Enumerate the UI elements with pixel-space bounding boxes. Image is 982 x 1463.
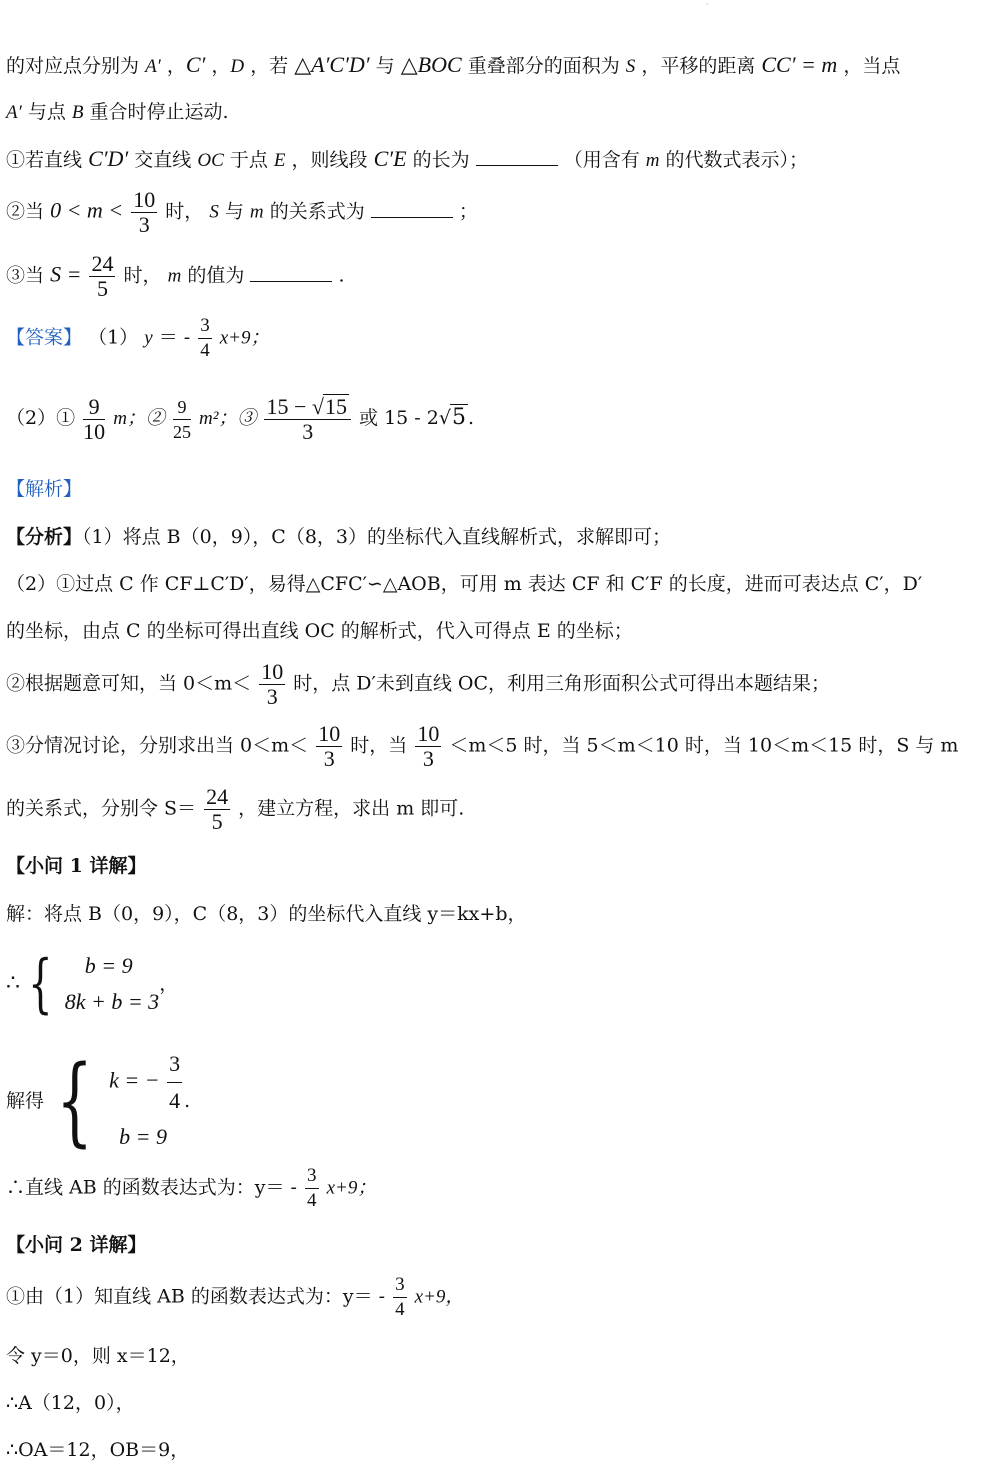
answer-tag: 【答案】: [6, 326, 83, 349]
distance-cc: CC′ = m: [761, 52, 838, 77]
answer-blank-3: [250, 263, 332, 282]
text: 与: [375, 55, 395, 77]
triangle-a-c-d: △A′C′D′: [294, 52, 370, 77]
fraction: $\frac{24}{5}$: [206, 784, 229, 834]
fraction: $\frac{9}{25}$: [172, 396, 191, 442]
var-s: S: [625, 56, 636, 77]
analysis-line-4: ②根据题意可知，当 0＜m＜ $\frac{10}{3}$ 时，点 D′未到直线 OC，利用三角形面积公式可得出本题结果；: [6, 659, 830, 709]
fraction: $\frac{3}{4}$: [307, 1165, 317, 1211]
sub1-line-1: 解：将点 B（0，9），C（8，3）的坐标代入直线 y＝kx+b，: [6, 903, 527, 925]
problem-line-2: [6, 99, 229, 126]
fraction: $\frac{15 - √15}{3}$: [264, 394, 351, 444]
analysis-line-6: 的关系式，分别令 S＝ $\frac{24}{5}$ ，建立方程，求出 m 即可.: [6, 784, 465, 834]
sub1-system-2: 解得 { k = − $\frac{3}{4}$ b = 9 .: [6, 1044, 191, 1157]
analysis-line-3: 的坐标，由点 C 的坐标可得出直线 OC 的解析式，代入可得点 E 的坐标；: [6, 620, 633, 642]
answer-blank-2: [371, 199, 453, 218]
sub2-tag: 【小问 2 详解】: [6, 1234, 147, 1256]
analysis-line-1: 【分析】（1）将点 B（0，9），C（8，3）的坐标代入直线解析式，求解即可；: [6, 526, 671, 548]
sub1-conclusion: ∴直线 AB 的函数表达式为：y＝ - $\frac{3}{4}$ x+9；: [6, 1165, 377, 1211]
question-3: ③当 S = $\frac{24}{5}$ 时， m 的值为 .: [6, 251, 345, 301]
point-c-prime: C′: [185, 52, 206, 77]
sub2-line-1: ①由（1）知直线 AB 的函数表达式为：y＝ - $\frac{3}{4}$ x+9，: [6, 1274, 465, 1320]
fraction: $\frac{24}{5}$: [91, 251, 114, 301]
answer-line-1: 【答案】 （1） y ＝ - $\frac{3}{4}$ x+9；: [6, 315, 270, 361]
triangle-boc: △BOC: [400, 52, 462, 77]
brace-icon: {: [56, 1044, 93, 1157]
analysis-line-2: （2）①过点 C 作 CF⊥C′D′，易得△CFC′∽△AOB，可用 m 表达 CF 和 C′F 的长度，进而可表达点 C′，D′: [6, 573, 923, 595]
sub1-system-1: ∴ { b = 9 8k + b = 3 ，: [6, 947, 179, 1021]
fraction: $\frac{9}{10}$: [83, 393, 106, 444]
text: 重合时停止运动.: [89, 101, 229, 123]
sub2-line-3: ∴A（12，0），: [6, 1392, 135, 1414]
analysis-line-5: ③分情况讨论，分别求出当 0＜m＜ $\frac{10}{3}$ 时，当 $\frac{10}{3}$ ＜m＜5 时，当 5＜m＜10 时，当 10＜m＜15 时，S 与 m: [6, 721, 959, 771]
sub2-line-2: 令 y＝0，则 x＝12，: [6, 1345, 190, 1367]
brace-icon: {: [28, 947, 53, 1021]
text: ，若: [250, 55, 289, 77]
text: 与点: [27, 101, 66, 123]
analysis-tag: 【解析】: [6, 478, 83, 500]
question-2: ②当 0 < m < $\frac{10}{3}$ 时， S 与 m 的关系式为 ；: [6, 187, 478, 237]
fraction: $\frac{3}{4}$: [395, 1274, 405, 1320]
text: ，平移的距离: [641, 55, 756, 77]
point-d: D: [230, 56, 245, 77]
text: 重叠部分的面积为: [467, 55, 620, 77]
sqrt-radicand: 5: [451, 405, 466, 430]
scan-dot: ·: [706, 0, 709, 9]
sub2-line-4: ∴OA＝12，OB＝9，: [6, 1439, 190, 1461]
text: ，当点: [843, 55, 901, 77]
sub1-tag: 【小问 1 详解】: [6, 855, 147, 877]
question-1: ①若直线 C′D′ 交直线 OC 于点 E ，则线段 C′E 的长为 （用含有 m 的代数式表示）；: [6, 146, 809, 171]
problem-line-1: 的对应点分别为 A′ ，C′ ，D ，若 △A′C′D′ 与 △BOC 重叠部分的面积为 S ，平移的距离 CC′ = m ，当点: [6, 52, 901, 77]
fraction: $\frac{10}{3}$: [318, 721, 341, 771]
point-a-prime: A′: [145, 56, 161, 77]
answer-line-2: （2）① $\frac{9}{10}$ m；② $\frac{9}{25}$ m²；③ $\frac{15 - √15}{3}$ 或 15 - 2√5 .: [6, 393, 474, 444]
text: 的对应点分别为: [6, 55, 140, 77]
fraction: $\frac{10}{3}$: [417, 721, 440, 771]
fraction: $\frac{3}{4}$: [200, 315, 210, 361]
fraction: $\frac{10}{3}$: [261, 659, 284, 709]
fraction: $\frac{10}{3}$: [133, 187, 156, 237]
answer-blank-1: [476, 147, 558, 166]
point-a-prime: A′: [6, 102, 22, 123]
point-b: B: [71, 102, 84, 123]
